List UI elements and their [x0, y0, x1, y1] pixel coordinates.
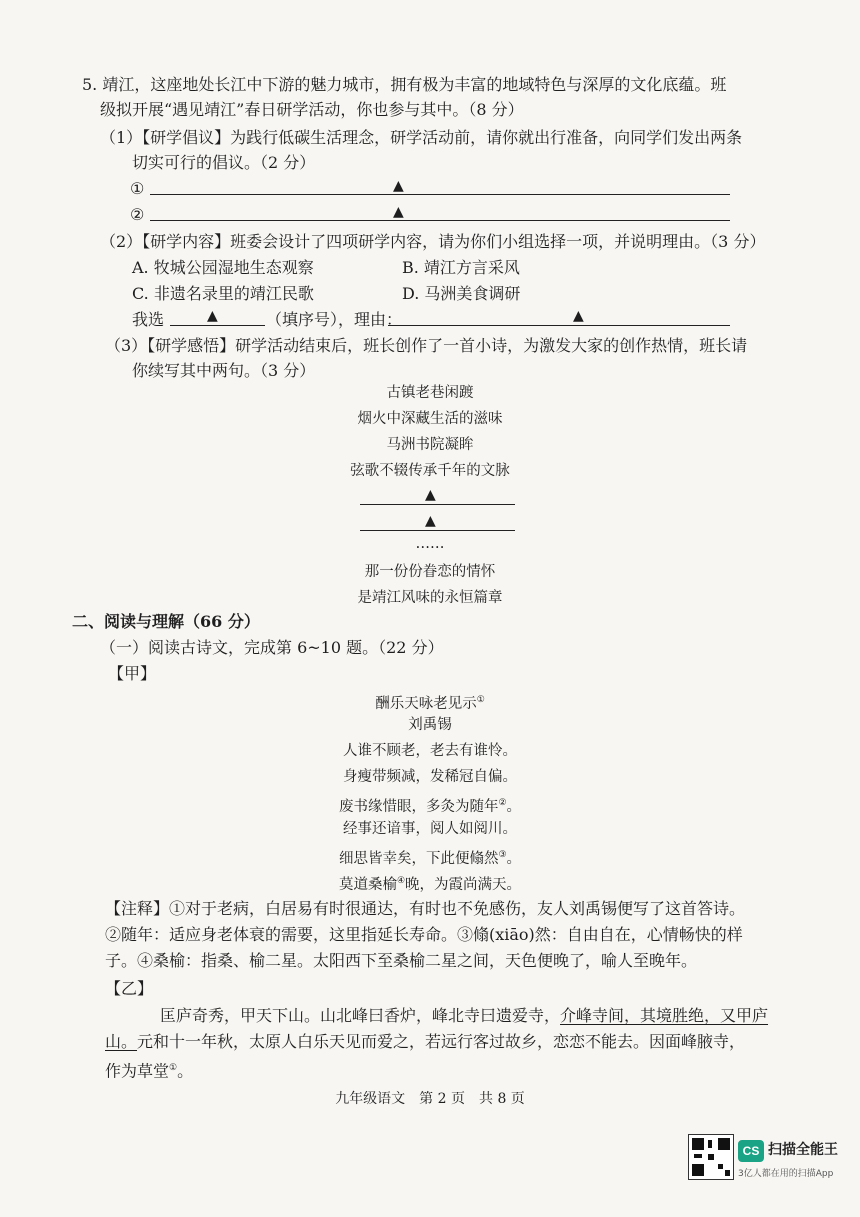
poem-triangle-1: ▲ — [425, 487, 436, 503]
poem-line-2: 烟火中深藏生活的滋味 — [357, 411, 503, 427]
option-c: C. 非遗名录里的靖江民歌 — [132, 284, 314, 303]
poem-blank-1[interactable] — [360, 504, 515, 505]
answer-triangle-2: ▲ — [393, 204, 404, 220]
label-jia: 【甲】 — [108, 664, 157, 683]
q5-part3-line1: （3）【研学感悟】研学活动结束后，班长创作了一首小诗，为激发大家的创作热情，班长请 — [105, 336, 748, 355]
choice-blank[interactable] — [170, 325, 265, 326]
poem-line-3: 马洲书院凝眸 — [386, 437, 474, 453]
yi-line-1: 匡庐奇秀，甲天下山。山北峰曰香炉，峰北寺曰遗爱寺，介峰寺间，其境胜绝，又甲庐 — [160, 1006, 769, 1025]
note-line-3: 子。④桑榆：指桑、榆二星。太阳西下至桑榆二星之间，天色便晚了，喻人至晚年。 — [105, 951, 698, 970]
yi-line-3: 作为草堂①。 — [105, 1061, 194, 1081]
classical-poem-line-4: 经事还谙事，阅人如阅川。 — [343, 821, 517, 837]
classical-poem-author: 刘禹锡 — [408, 717, 452, 733]
reason-label: （填序号），理由： — [266, 310, 403, 329]
q5-part3-line2: 你续写其中两句。（3 分） — [132, 361, 316, 380]
choose-label: 我选 — [132, 310, 165, 329]
q5-intro-line2: 级拟开展“遇见靖江”春日研学活动，你也参与其中。（8 分） — [100, 100, 524, 119]
classical-poem-line-3: 废书缘惜眼，多灸为随年②。 — [338, 798, 522, 815]
page-footer: 九年级语文 第 2 页 共 8 页 — [335, 1091, 525, 1107]
q5-part1-line2: 切实可行的倡议。（2 分） — [132, 153, 316, 172]
poem-line-1: 古镇老巷闲踱 — [386, 385, 474, 401]
answer-triangle-1: ▲ — [393, 178, 404, 194]
answer-marker-1: ① — [130, 179, 145, 198]
poem-ellipsis: …… — [415, 536, 445, 552]
option-b: B. 靖江方言采风 — [402, 258, 520, 277]
scanner-logo-icon: CS — [738, 1140, 764, 1162]
option-a: A. 牧城公园湿地生态观察 — [132, 258, 314, 277]
q5-part2-line1: （2）【研学内容】班委会设计了四项研学内容，请为你们小组选择一项，并说明理由。（3 分） — [100, 232, 766, 251]
classical-poem-title: 酬乐天咏老见示① — [375, 695, 485, 712]
classical-poem-line-2: 身瘦带频减，发稀冠自偏。 — [343, 769, 517, 785]
classical-poem-line-1: 人谁不顾老，老去有谁怜。 — [343, 743, 517, 759]
answer-line-2[interactable] — [150, 220, 730, 221]
classical-poem-line-6: 莫道桑榆④晚，为霞尚满天。 — [338, 876, 522, 893]
qr-code-icon — [688, 1134, 734, 1180]
classical-poem-line-5: 细思皆幸矣，下此便翛然③。 — [338, 850, 522, 867]
reason-blank[interactable] — [388, 325, 730, 326]
option-d: D. 马洲美食调研 — [402, 284, 521, 303]
scanner-brand: 扫描全能王 — [768, 1142, 838, 1158]
poem-triangle-2: ▲ — [425, 513, 436, 529]
poem-end-line-2: 是靖江风味的永恒篇章 — [357, 590, 503, 606]
reason-triangle: ▲ — [573, 308, 584, 324]
section-title: 二、阅读与理解（66 分） — [72, 612, 260, 631]
scanner-tagline: 3亿人都在用的扫描App — [738, 1169, 834, 1179]
poem-line-4: 弦歌不辍传承千年的文脉 — [350, 463, 510, 479]
answer-line-1[interactable] — [150, 194, 730, 195]
note-line-1: 【注释】①对于老病，白居易有时很通达，有时也不免感伤，友人刘禹锡便写了这首答诗。 — [105, 899, 746, 918]
note-line-2: ②随年：适应身老体衰的需要，这里指延长寿命。③翛(xiāo)然：自由自在，心情畅快的样 — [105, 925, 743, 944]
q5-intro-line1: 5. 靖江，这座地处长江中下游的魅力城市，拥有极为丰富的地域特色与深厚的文化底蕴。班 — [82, 75, 727, 94]
q5-part1-line1: （1）【研学倡议】为践行低碳生活理念，研学活动前，请你就出行准备，向同学们发出两条 — [100, 128, 743, 147]
poem-blank-2[interactable] — [360, 530, 515, 531]
poem-end-line-1: 那一份份眷恋的情怀 — [364, 564, 496, 580]
subsection-title: （一）阅读古诗文，完成第 6~10 题。（22 分） — [100, 638, 444, 657]
choice-triangle: ▲ — [207, 308, 218, 324]
label-yi: 【乙】 — [105, 979, 154, 998]
answer-marker-2: ② — [130, 205, 145, 224]
yi-line-2: 山。元和十一年秋，太原人白乐天见而爱之，若远行客过故乡，恋恋不能去。因面峰腋寺， — [105, 1032, 746, 1051]
